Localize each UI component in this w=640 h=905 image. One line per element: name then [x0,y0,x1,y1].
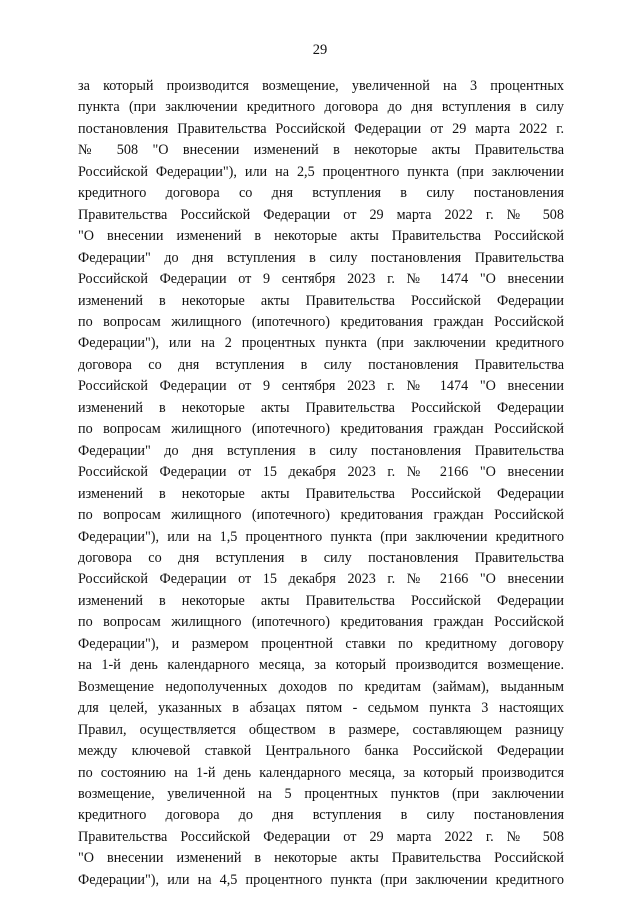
text-line: по вопросам жилищного (ипотечного) кредитования граждан Российской [78,313,564,330]
text-line: Российской Федерации"), или на 2,5 процентного пункта (при заключении [78,163,564,180]
body-text [78,76,564,891]
text-line: Федерации" до дня вступления в силу постановления Правительства [78,249,564,266]
text-line: за который производится возмещение, увеличенной на 3 процентных [78,78,564,94]
text-line: Российской Федерации от 15 декабря 2023 г. № 2166 "О внесении [78,464,564,481]
text-line: № 508 "О внесении изменений в некоторые акты Правительства [78,142,564,159]
text-line: для целей, указанных в абзацах пятом - седьмом пункта 3 настоящих [78,700,564,717]
text-line: Правительства Российской Федерации от 29 марта 2022 г. № 508 [78,206,564,223]
text-line: Федерации" до дня вступления в силу постановления Правительства [78,442,564,459]
text-line: Правительства Российской Федерации от 29 марта 2022 г. № 508 [78,828,564,845]
text-line: по вопросам жилищного (ипотечного) кредитования граждан Российской [78,614,564,631]
text-line: изменений в некоторые акты Правительства Российской Федерации [78,592,564,609]
text-line: пункта (при заключении кредитного договора до дня вступления в силу [78,99,564,116]
page-number: 29 [312,42,328,58]
text-line: договора со дня вступления в силу постановления Правительства [78,356,564,373]
text-line: изменений в некоторые акты Правительства Российской Федерации [78,399,564,416]
text-line: Федерации"), или на 4,5 процентного пункта (при заключении кредитного [78,871,564,888]
text-line: по вопросам жилищного (ипотечного) кредитования граждан Российской [78,421,564,438]
text-line: Российской Федерации от 15 декабря 2023 г. № 2166 "О внесении [78,571,564,588]
text-line: изменений в некоторые акты Правительства Российской Федерации [78,292,564,309]
text-line: Федерации"), или на 1,5 процентного пункта (при заключении кредитного [78,528,564,545]
text-line: Федерации"), и размером процентной ставки по кредитному договору [78,635,564,652]
text-line: между ключевой ставкой Центрального банка Российской Федерации [78,743,564,760]
text-line: Возмещение недополученных доходов по кредитам (займам), выданным [78,678,564,695]
text-line: кредитного договора со дня вступления в силу постановления [78,185,564,202]
text-line: договора со дня вступления в силу постановления Правительства [78,549,564,566]
text-line: Федерации"), или на 2 процентных пункта (при заключении кредитного [78,335,564,352]
text-line: Правил, осуществляется обществом в размере, составляющем разницу [78,721,564,738]
text-line: на 1-й день календарного месяца, за который производится возмещение. [78,657,564,674]
text-line: постановления Правительства Российской Федерации от 29 марта 2022 г. [78,120,564,137]
text-line: "О внесении изменений в некоторые акты Правительства Российской [78,850,564,867]
text-line: Российской Федерации от 9 сентября 2023 г. № 1474 "О внесении [78,378,564,395]
text-line: по состоянию на 1-й день календарного месяца, за который производится [78,764,564,781]
text-line: кредитного договора до дня вступления в силу постановления [78,807,564,824]
text-line: возмещение, увеличенной на 5 процентных пунктов (при заключении [78,785,564,802]
text-line: Российской Федерации от 9 сентября 2023 г. № 1474 "О внесении [78,271,564,288]
text-line: изменений в некоторые акты Правительства Российской Федерации [78,485,564,502]
text-line: по вопросам жилищного (ипотечного) кредитования граждан Российской [78,507,564,524]
text-line: "О внесении изменений в некоторые акты Правительства Российской [78,228,564,245]
